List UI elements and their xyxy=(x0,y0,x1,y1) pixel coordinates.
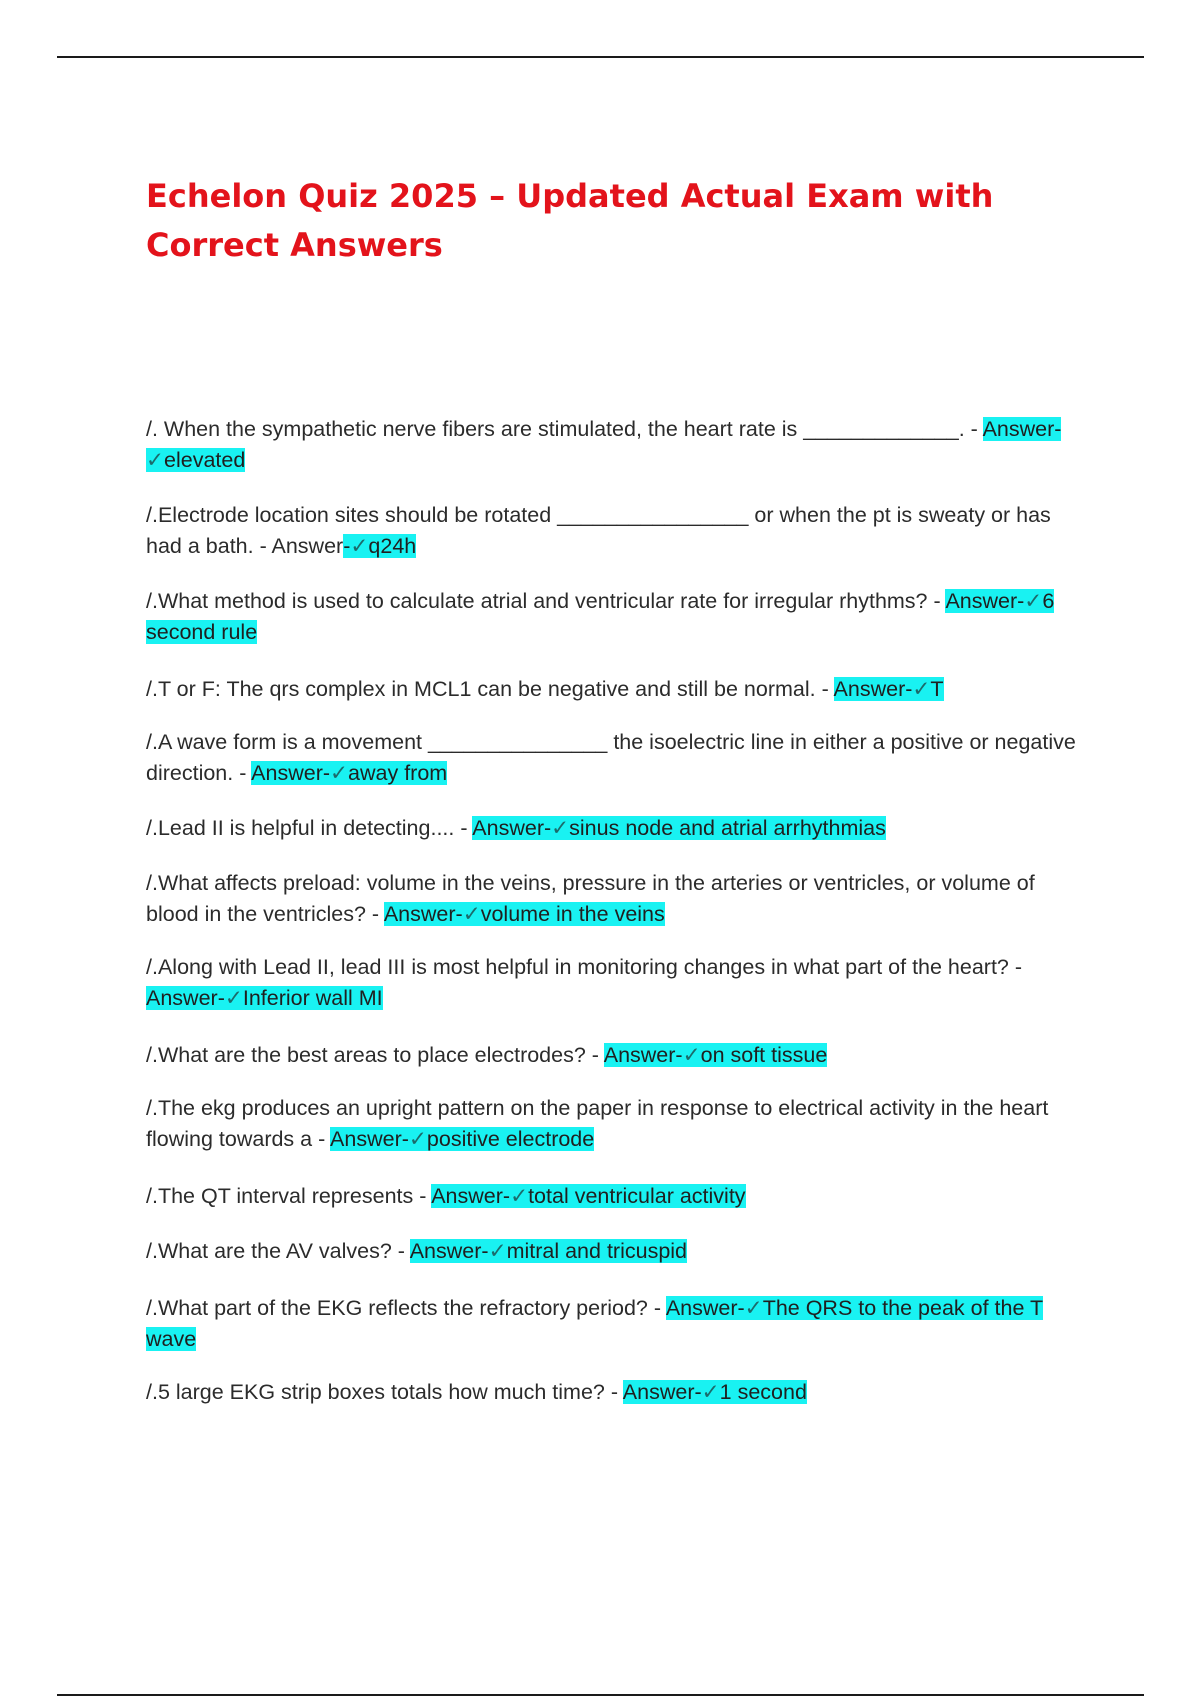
question-text: /.Lead II is helpful in detecting.... - xyxy=(146,816,473,840)
answer-prefix: Answer- xyxy=(603,1043,683,1067)
document-title: Echelon Quiz 2025 – Updated Actual Exam with Correct Answers xyxy=(146,177,994,264)
answer-highlight xyxy=(384,902,665,926)
question-text: /. When the sympathetic nerve fibers are stimulated, the heart rate is _____________. - xyxy=(146,417,983,441)
checkmark-icon: ✓ xyxy=(912,677,931,701)
answer-highlight xyxy=(623,1380,807,1404)
qa-item xyxy=(146,952,1086,1014)
answer-prefix: Answer- xyxy=(833,677,913,701)
answer-prefix: Answer- xyxy=(945,589,1025,613)
qa-item xyxy=(146,674,1086,705)
answer-prefix: Answer- xyxy=(383,902,463,926)
answer-prefix: Answer- xyxy=(472,816,552,840)
checkmark-icon: ✓ xyxy=(488,1239,507,1263)
checkmark-icon: ✓ xyxy=(350,534,369,558)
answer-prefix: Answer- xyxy=(330,1127,409,1151)
bottom-rule xyxy=(57,1694,1144,1696)
question-text: /.Electrode location sites should be rotated ________________ or when the pt is sweaty or has had a bath. - Answer xyxy=(146,503,1051,558)
qa-item xyxy=(146,1093,1086,1155)
answer-prefix: Answer- xyxy=(251,761,331,785)
answer-text: away from xyxy=(348,761,448,785)
answer-prefix: - xyxy=(343,534,351,558)
question-text: /.What are the best areas to place electrodes? - xyxy=(146,1043,604,1067)
checkmark-icon: ✓ xyxy=(744,1296,763,1320)
answer-highlight xyxy=(251,761,447,785)
answer-text: on soft tissue xyxy=(700,1043,828,1067)
top-rule xyxy=(57,56,1144,58)
checkmark-icon: ✓ xyxy=(408,1127,427,1151)
answer-text: The QRS to the peak of the T wave xyxy=(146,1296,1043,1351)
answer-prefix: Answer- xyxy=(665,1296,745,1320)
answer-text: sinus node and atrial arrhythmias xyxy=(569,816,886,840)
qa-item xyxy=(146,1293,1086,1355)
qa-item xyxy=(146,1236,1086,1267)
checkmark-icon: ✓ xyxy=(510,1184,529,1208)
answer-highlight xyxy=(472,816,886,840)
checkmark-icon: ✓ xyxy=(224,986,243,1010)
answer-prefix: Answer- xyxy=(982,417,1062,441)
qa-item xyxy=(146,1040,1086,1071)
answer-highlight xyxy=(604,1043,828,1067)
answer-text: elevated xyxy=(164,448,246,472)
question-text: /.T or F: The qrs complex in MCL1 can be negative and still be normal. - xyxy=(146,677,834,701)
checkmark-icon: ✓ xyxy=(330,761,349,785)
qa-item xyxy=(146,414,1086,476)
answer-prefix: Answer- xyxy=(409,1239,489,1263)
checkmark-icon: ✓ xyxy=(1024,589,1043,613)
question-text: /.What affects preload: volume in the veins, pressure in the arteries or ventricles, or volume of blood in the ventricles? - xyxy=(146,871,1035,926)
qa-item xyxy=(146,813,1086,844)
qa-item xyxy=(146,1377,1086,1408)
question-text: /.5 large EKG strip boxes totals how much time? - xyxy=(146,1380,623,1404)
answer-text: 6 second rule xyxy=(146,589,1055,644)
answer-highlight xyxy=(410,1239,687,1263)
qa-item xyxy=(146,586,1086,648)
answer-highlight xyxy=(834,677,944,701)
question-text: /.What part of the EKG reflects the refractory period? - xyxy=(146,1296,666,1320)
answer-text: positive electrode xyxy=(426,1127,595,1151)
qa-item xyxy=(146,727,1086,789)
checkmark-icon: ✓ xyxy=(682,1043,701,1067)
answer-text: 1 second xyxy=(719,1380,807,1404)
answer-text: T xyxy=(930,677,944,701)
answer-text: Inferior wall MI xyxy=(242,986,383,1010)
answer-prefix: Answer- xyxy=(431,1184,511,1208)
checkmark-icon: ✓ xyxy=(462,902,481,926)
question-text: /.Along with Lead II, lead III is most helpful in monitoring changes in what part of the heart? - xyxy=(146,955,1023,979)
answer-highlight xyxy=(431,1184,745,1208)
qa-item xyxy=(146,868,1086,930)
answer-text: q24h xyxy=(368,534,417,558)
checkmark-icon: ✓ xyxy=(701,1380,720,1404)
qa-item xyxy=(146,500,1086,562)
answer-text: mitral and tricuspid xyxy=(506,1239,688,1263)
answer-highlight xyxy=(330,1127,594,1151)
qa-item xyxy=(146,1181,1086,1212)
answer-text: volume in the veins xyxy=(480,902,665,926)
answer-prefix: Answer- xyxy=(146,986,225,1010)
answer-highlight xyxy=(343,534,416,558)
question-text: /.What method is used to calculate atrial and ventricular rate for irregular rhythms? - xyxy=(146,589,946,613)
checkmark-icon: ✓ xyxy=(551,816,570,840)
checkmark-icon: ✓ xyxy=(146,448,165,472)
question-text: /.A wave form is a movement _______________ the isoelectric line in either a positive or negative direction. - xyxy=(146,730,1076,785)
answer-prefix: Answer- xyxy=(622,1380,702,1404)
answer-highlight xyxy=(146,986,383,1010)
question-text: /.The ekg produces an upright pattern on the paper in response to electrical activity in the heart flowing towards a - xyxy=(146,1096,1049,1151)
answer-text: total ventricular activity xyxy=(528,1184,746,1208)
question-list xyxy=(146,414,1086,1408)
question-text: /.What are the AV valves? - xyxy=(146,1239,410,1263)
question-text: /.The QT interval represents - xyxy=(146,1184,432,1208)
